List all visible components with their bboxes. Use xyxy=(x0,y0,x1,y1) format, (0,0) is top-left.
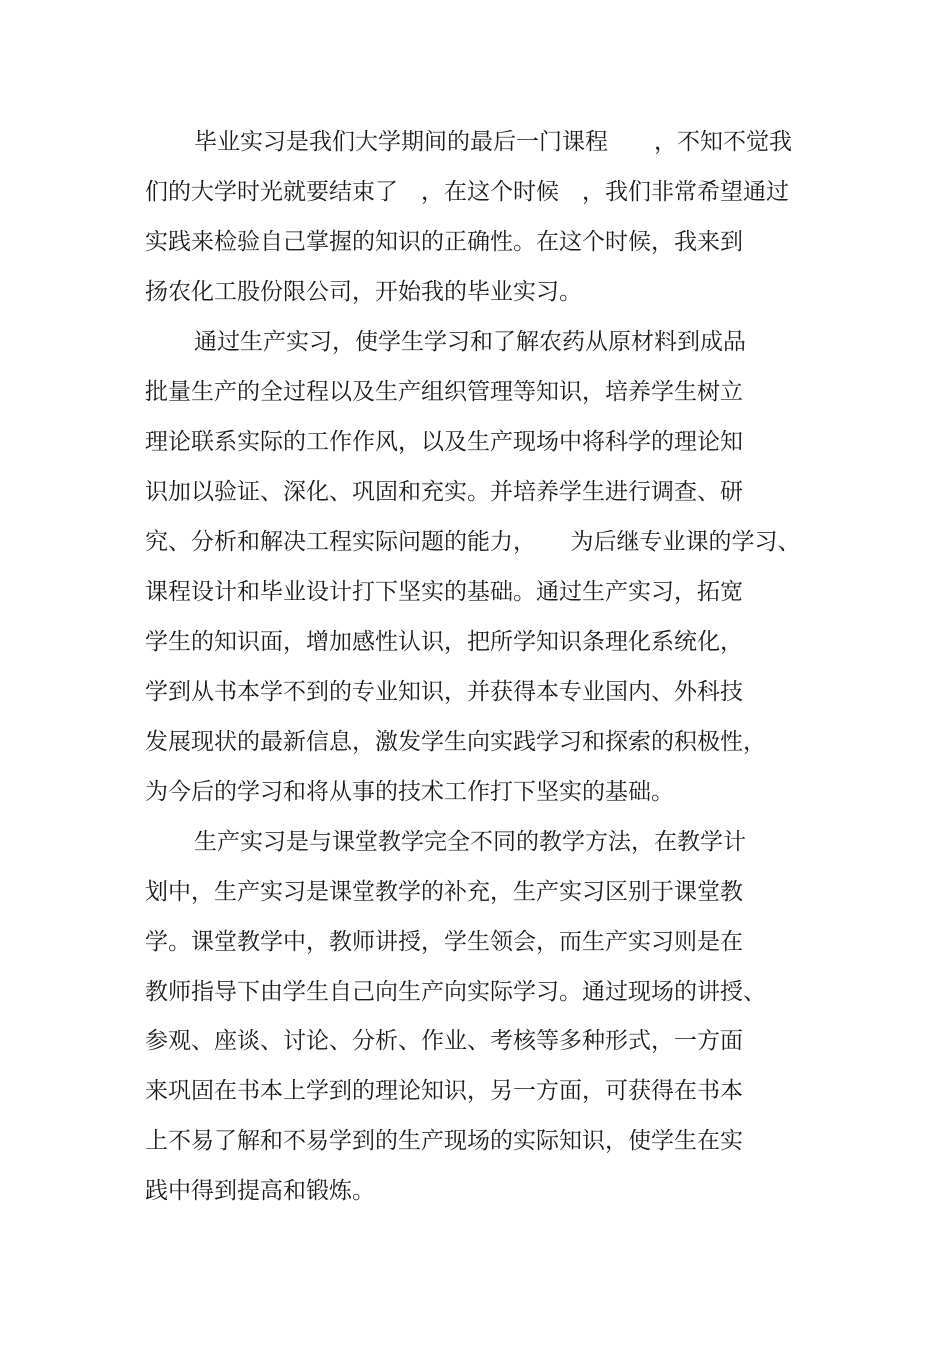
paragraph-2-line-8: 学到从书本学不到的专业知识，并获得本专业国内、外科技 xyxy=(145,679,743,705)
paragraph-1-line-4: 扬农化工股份限公司，开始我的毕业实习。 xyxy=(145,279,582,305)
paragraph-3-line-2: 划中，生产实习是课堂教学的补充，生产实习区别于课堂教 xyxy=(145,879,743,905)
paragraph-3-line-8: 践中得到提高和锻炼。 xyxy=(145,1178,375,1204)
paragraph-2-line-2: 批量生产的全过程以及生产组织管理等知识，培养学生树立 xyxy=(145,379,743,405)
paragraph-2-line-6: 课程设计和毕业设计打下坚实的基础。通过生产实习，拓宽 xyxy=(145,579,743,605)
paragraph-2-line-10: 为今后的学习和将从事的技术工作打下坚实的基础。 xyxy=(145,779,674,805)
paragraph-2-line-7: 学生的知识面，增加感性认识，把所学知识条理化系统化， xyxy=(145,629,743,655)
paragraph-1-line-3: 实践来检验自己掌握的知识的正确性。在这个时候，我来到 xyxy=(145,229,743,255)
paragraph-2-line-5: 究、分析和解决工程实际问题的能力， 为后继专业课的学习、 xyxy=(145,529,801,555)
paragraph-2-line-1: 通过生产实习，使学生学习和了解农药从原材料到成品 xyxy=(194,329,746,355)
paragraph-3-line-5: 参观、座谈、讨论、分析、作业、考核等多种形式，一方面 xyxy=(145,1028,743,1054)
paragraph-3-line-7: 上不易了解和不易学到的生产现场的实际知识，使学生在实 xyxy=(145,1128,743,1154)
paragraph-3-line-6: 来巩固在书本上学到的理论知识，另一方面，可获得在书本 xyxy=(145,1078,743,1104)
paragraph-1-line-2: 们的大学时光就要结束了 ，在这个时候 ，我们非常希望通过 xyxy=(145,179,789,205)
paragraph-3-line-1: 生产实习是与课堂教学完全不同的教学方法，在教学计 xyxy=(194,829,746,855)
paragraph-3-line-3: 学。课堂教学中，教师讲授，学生领会，而生产实习则是在 xyxy=(145,929,743,955)
paragraph-3-line-4: 教师指导下由学生自己向生产向实际学习。通过现场的讲授、 xyxy=(145,979,766,1005)
paragraph-1-line-1: 毕业实习是我们大学期间的最后一门课程 ，不知不觉我 xyxy=(194,129,792,155)
paragraph-2-line-9: 发展现状的最新信息，激发学生向实践学习和探索的积极性， xyxy=(145,729,766,755)
paragraph-2-line-4: 识加以验证、深化、巩固和充实。并培养学生进行调查、研 xyxy=(145,479,743,505)
paragraph-2-line-3: 理论联系实际的工作作风，以及生产现场中将科学的理论知 xyxy=(145,429,743,455)
